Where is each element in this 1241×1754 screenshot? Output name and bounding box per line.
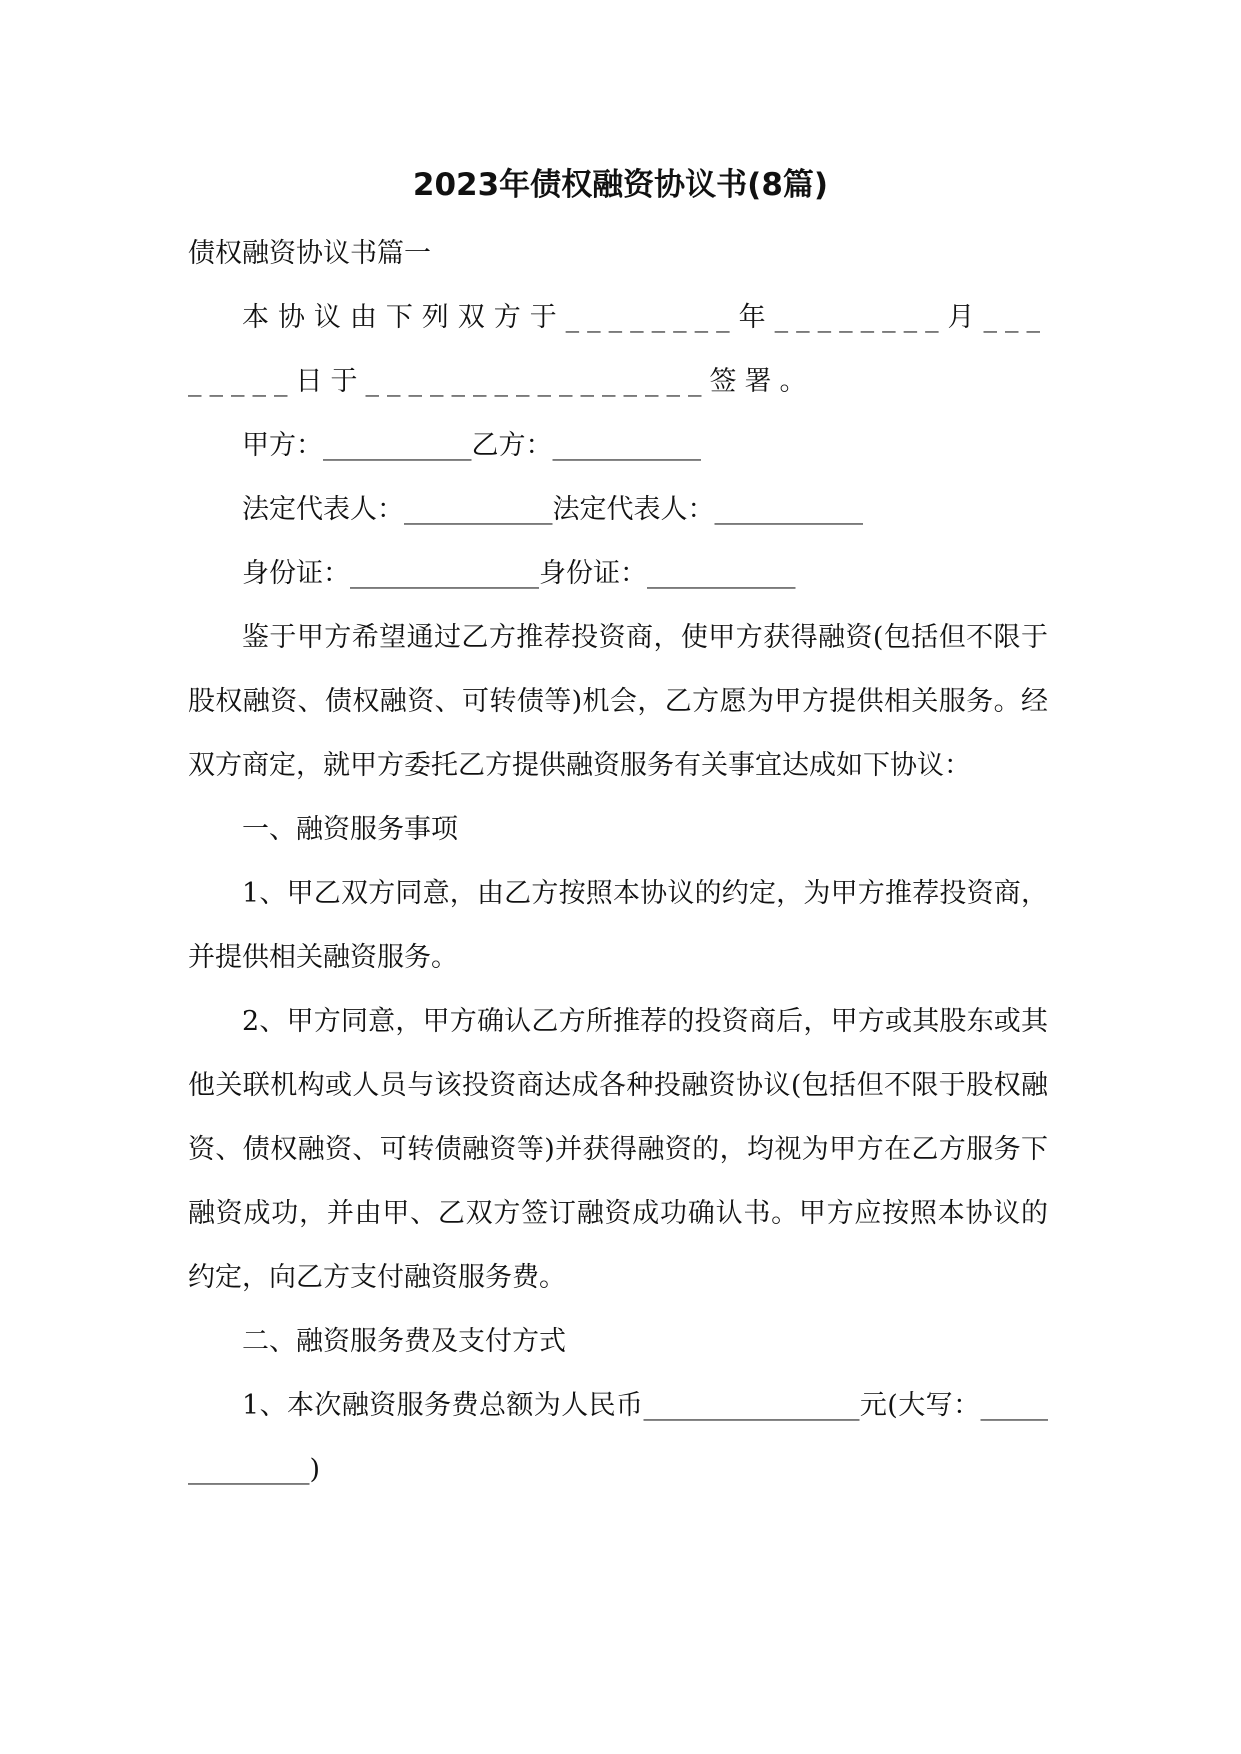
clause-1-1: 1、甲乙双方同意，由乙方按照本协议的约定，为甲方推荐投资商，并提供相关融资服务。 — [188, 878, 1048, 973]
clause-heading-2: 二、融资服务费及支付方式 — [242, 1326, 566, 1357]
signing-date-line: 本协议由下列双方于________年________月________日于________________签署。 — [188, 302, 1048, 397]
parties-line: 甲方：___________乙方：___________ — [242, 430, 701, 461]
clause-2-1: 1、本次融资服务费总额为人民币________________元(大写：______________) — [188, 1390, 1048, 1485]
preamble-paragraph: 鉴于甲方希望通过乙方推荐投资商，使甲方获得融资(包括但不限于股权融资、债权融资、可转债等)机会，乙方愿为甲方提供相关服务。经双方商定，就甲方委托乙方提供融资服务有关事宜达成如下协议： — [188, 622, 1048, 781]
document-body — [188, 222, 1048, 1502]
id-card-line: 身份证：______________身份证：___________ — [242, 558, 796, 589]
clause-heading-1: 一、融资服务事项 — [242, 814, 458, 845]
legal-rep-line: 法定代表人：___________法定代表人：___________ — [242, 494, 863, 525]
clause-1-2: 2、甲方同意，甲方确认乙方所推荐的投资商后，甲方或其股东或其他关联机构或人员与该投资商达成各种投融资协议(包括但不限于股权融资、债权融资、可转债融资等)并获得融资的，均视为甲方在乙方服务下融资成功，并由甲、乙双方签订融资成功确认书。甲方应按照本协议的约定，向乙方支付融资服务费。 — [188, 1006, 1048, 1293]
section-heading-1: 债权融资协议书篇一 — [188, 238, 431, 269]
document-title: 2023年债权融资协议书(8篇) — [412, 167, 829, 203]
